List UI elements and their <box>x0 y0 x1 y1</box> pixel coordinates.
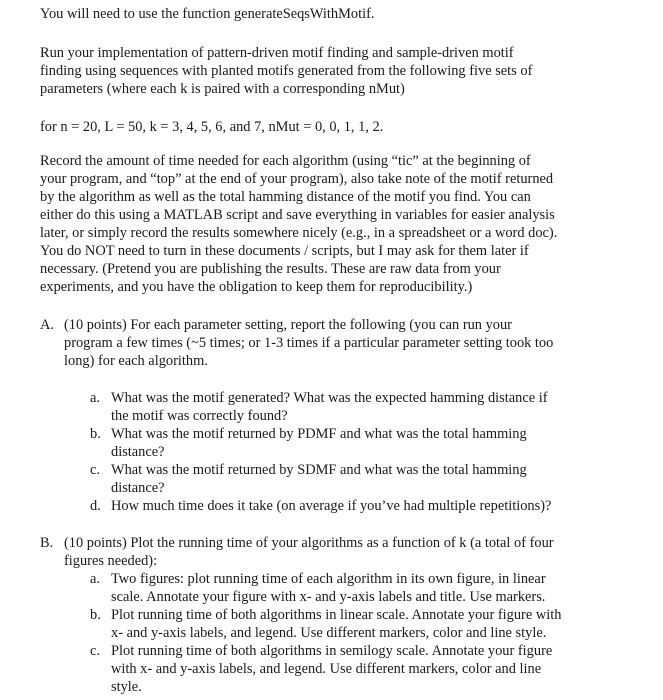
text-line: You do NOT need to turn in these documents / scripts, but I may ask for them later if <box>40 243 529 259</box>
list-marker: c. <box>90 643 100 659</box>
list-marker: A. <box>40 317 54 333</box>
text-line: your program, and “top” at the end of your program), also take note of the motif returned <box>40 171 554 187</box>
parameters-line: for n = 20, L = 50, k = 3, 4, 5, 6, and 7, nMut = 0, 0, 1, 1, 2. <box>40 119 384 135</box>
text-line: Plot running time of both algorithms in semilogy scale. Annotate your figure <box>111 643 553 659</box>
list-marker: d. <box>90 498 101 514</box>
text-line: What was the motif returned by SDMF and what was the total hamming <box>111 462 527 478</box>
text-line: Run your implementation of pattern-driven motif finding and sample-driven motif <box>40 45 514 61</box>
list-marker: a. <box>90 390 100 406</box>
text-line: distance? <box>111 444 165 460</box>
text-line: How much time does it take (on average if you’ve had multiple repetitions)? <box>111 498 552 514</box>
text-line: parameters (where each k is paired with a corresponding nMut) <box>40 81 405 97</box>
text-line: later, or simply record the results somewhere nicely (e.g., in a spreadsheet or a word doc). <box>40 225 558 241</box>
text-line: (10 points) Plot the running time of your algorithms as a function of k (a total of four <box>64 535 554 551</box>
text-line: (10 points) For each parameter setting, report the following (you can run your <box>64 317 512 333</box>
text-line: distance? <box>111 480 165 496</box>
text-line: with x- and y-axis labels, and legend. Use different markers, color and line <box>111 661 542 677</box>
text-line: x- and y-axis labels, and legend. Use different markers, color and line style. <box>111 625 547 641</box>
list-marker: b. <box>90 607 101 623</box>
text-line: What was the motif generated? What was the expected hamming distance if <box>111 390 548 406</box>
text-line: either do this using a MATLAB script and save everything in variables for easier analysis <box>40 207 555 223</box>
text-line: Two figures: plot running time of each algorithm in its own figure, in linear <box>111 571 546 587</box>
text-line: figures needed): <box>64 553 158 569</box>
text-line: long) for each algorithm. <box>64 353 208 369</box>
text-line: experiments, and you have the obligation to keep them for reproducibility.) <box>40 279 473 295</box>
intro-line: You will need to use the function generateSeqsWithMotif. <box>40 6 375 22</box>
text-line: program a few times (~5 times; or 1-3 times if a particular parameter setting took too <box>64 335 554 351</box>
list-marker: a. <box>90 571 100 587</box>
text-line: by the algorithm as well as the total hamming distance of the motif you find. You can <box>40 189 531 205</box>
text-line: the motif was correctly found? <box>111 408 288 424</box>
list-marker: b. <box>90 426 101 442</box>
text-line: style. <box>111 679 142 695</box>
text-line: What was the motif returned by PDMF and what was the total hamming <box>111 426 527 442</box>
text-line: Plot running time of both algorithms in linear scale. Annotate your figure with <box>111 607 562 623</box>
text-line: finding using sequences with planted motifs generated from the following five sets of <box>40 63 533 79</box>
list-marker: B. <box>40 535 54 551</box>
text-line: Record the amount of time needed for each algorithm (using “tic” at the beginning of <box>40 153 531 169</box>
list-marker: c. <box>90 462 100 478</box>
text-line: scale. Annotate your figure with x- and y-axis labels and title. Use markers. <box>111 589 546 605</box>
text-line: necessary. (Pretend you are publishing the results. These are raw data from your <box>40 261 501 277</box>
